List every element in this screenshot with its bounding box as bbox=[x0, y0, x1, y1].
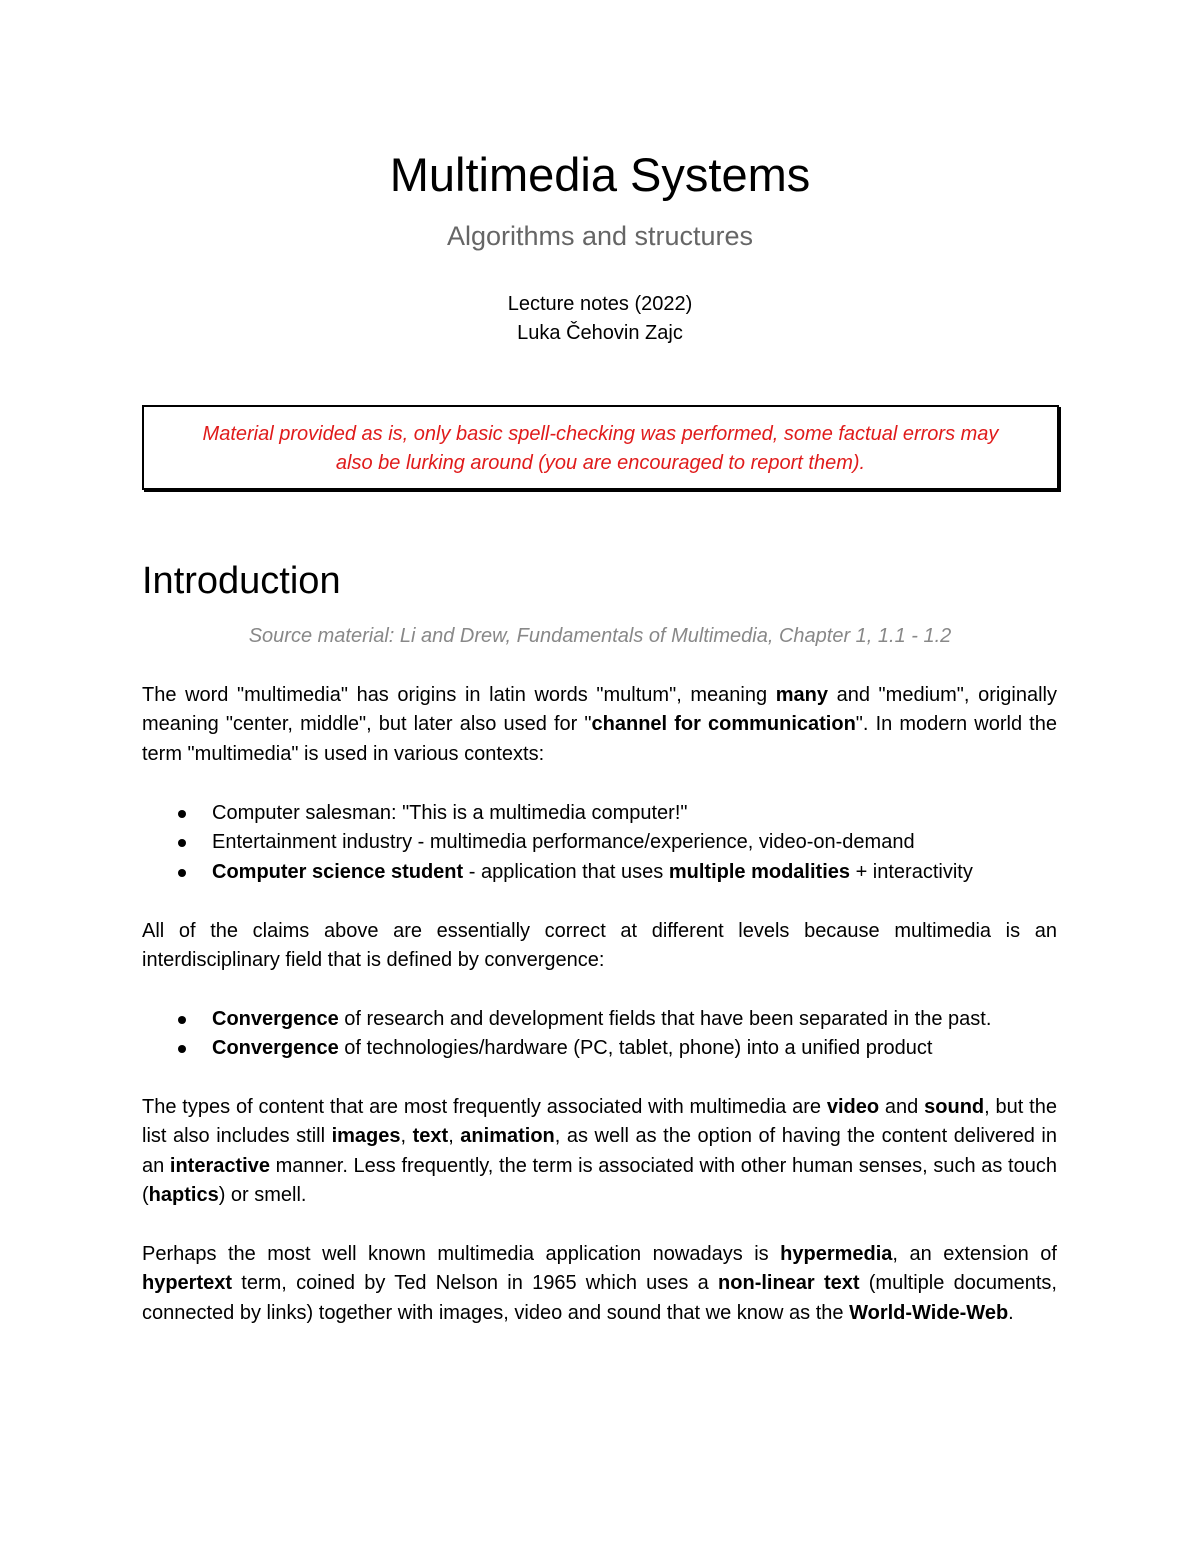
text-run: . bbox=[1008, 1301, 1014, 1324]
text-run: , an extension of bbox=[892, 1243, 1057, 1265]
paragraph-convergence: All of the claims above are essentially correct at different levels because multimedia is an interdisciplinary field that is defined by convergence: bbox=[142, 920, 1057, 972]
bold-term: animation bbox=[460, 1125, 555, 1148]
author-name: Luka Čehovin Zajc bbox=[517, 322, 683, 344]
bullet-icon bbox=[178, 1045, 186, 1053]
source-material-note: Source material: Li and Drew, Fundamentals of Multimedia, Chapter 1, 1.1 - 1.2 bbox=[248, 625, 952, 647]
bold-term: images bbox=[331, 1125, 401, 1148]
text-run: , bbox=[448, 1125, 461, 1148]
text-run: (multiple documents, connected by links) together with images, video and sound that we know as the bbox=[142, 1272, 1057, 1324]
list-item bbox=[142, 799, 1057, 828]
disclaimer-text bbox=[164, 420, 1037, 478]
bold-term: Convergence bbox=[212, 1008, 339, 1030]
bold-term: World-Wide-Web bbox=[849, 1301, 1009, 1324]
bold-term: hypermedia bbox=[780, 1243, 893, 1265]
text-run: of research and development fields that have been separated in the past. bbox=[338, 1008, 992, 1030]
text-run: - application that uses bbox=[463, 860, 669, 883]
text-run: + interactivity bbox=[850, 860, 973, 883]
text-run: of technologies/hardware (PC, tablet, phone) into a unified product bbox=[338, 1037, 933, 1060]
convergence-list bbox=[142, 1005, 1057, 1064]
bold-term: text bbox=[412, 1125, 449, 1148]
bold-term: non-linear text bbox=[718, 1272, 860, 1295]
bold-term: sound bbox=[924, 1096, 985, 1118]
bullet-icon bbox=[178, 869, 186, 877]
list-item bbox=[142, 858, 1057, 887]
list-item bbox=[142, 1005, 1057, 1034]
text-run: , as well as the option of having the content delivered in an bbox=[142, 1125, 1057, 1177]
list-item-text: Computer salesman: "This is a multimedia computer!" bbox=[212, 802, 688, 824]
section-heading-introduction: Introduction bbox=[142, 560, 341, 602]
list-item-text: Entertainment industry - multimedia performance/experience, video-on-demand bbox=[212, 831, 915, 854]
document-subtitle: Algorithms and structures bbox=[446, 221, 754, 251]
disclaimer-line-1: Material provided as is, only basic spell-checking was performed, some factual errors may bbox=[202, 423, 999, 445]
bold-term: haptics bbox=[148, 1184, 219, 1207]
bold-term: Convergence bbox=[212, 1037, 339, 1060]
document-title: Multimedia Systems bbox=[389, 148, 811, 201]
bullet-icon bbox=[178, 1016, 186, 1024]
list-item bbox=[142, 1034, 1057, 1063]
bold-term: many bbox=[775, 684, 828, 706]
bold-term: Computer science student bbox=[212, 860, 464, 883]
text-run: and "medium", originally meaning "center, middle", but later also used for " bbox=[142, 684, 1057, 736]
bullet-icon bbox=[178, 810, 186, 818]
paragraph-content-types bbox=[142, 1093, 1057, 1211]
paragraph-origins bbox=[142, 681, 1057, 769]
text-run: Perhaps the most well known multimedia application nowadays is bbox=[142, 1243, 781, 1265]
text-run: The word "multimedia" has origins in latin words "multum", meaning bbox=[142, 684, 776, 706]
text-run: , but the list also includes still bbox=[142, 1096, 1057, 1148]
lecture-notes-year: Lecture notes (2022) bbox=[507, 293, 693, 315]
disclaimer-box bbox=[142, 405, 1059, 490]
bullet-icon bbox=[178, 839, 186, 847]
disclaimer-line-2: also be lurking around (you are encouraged to report them). bbox=[335, 452, 866, 474]
text-run: The types of content that are most frequently associated with multimedia are bbox=[142, 1096, 827, 1118]
text-run: manner. Less frequently, the term is associated with other human senses, such as touch ( bbox=[142, 1154, 1057, 1207]
bold-term: hypertext bbox=[142, 1272, 233, 1295]
text-run: , bbox=[400, 1125, 413, 1148]
paragraph-hypermedia bbox=[142, 1240, 1057, 1328]
list-item bbox=[142, 828, 1057, 857]
contexts-list bbox=[142, 799, 1057, 887]
text-run: ) or smell. bbox=[218, 1184, 307, 1207]
bold-term: interactive bbox=[169, 1154, 270, 1177]
text-run: and bbox=[879, 1096, 925, 1118]
text-run: term, coined by Ted Nelson in 1965 which uses a bbox=[232, 1272, 719, 1295]
text-run: ". In modern world the term "multimedia" is used in various contexts: bbox=[142, 713, 1057, 765]
bold-term: video bbox=[826, 1096, 880, 1118]
bold-term: multiple modalities bbox=[668, 860, 851, 883]
bold-term: channel for communication bbox=[591, 713, 856, 736]
